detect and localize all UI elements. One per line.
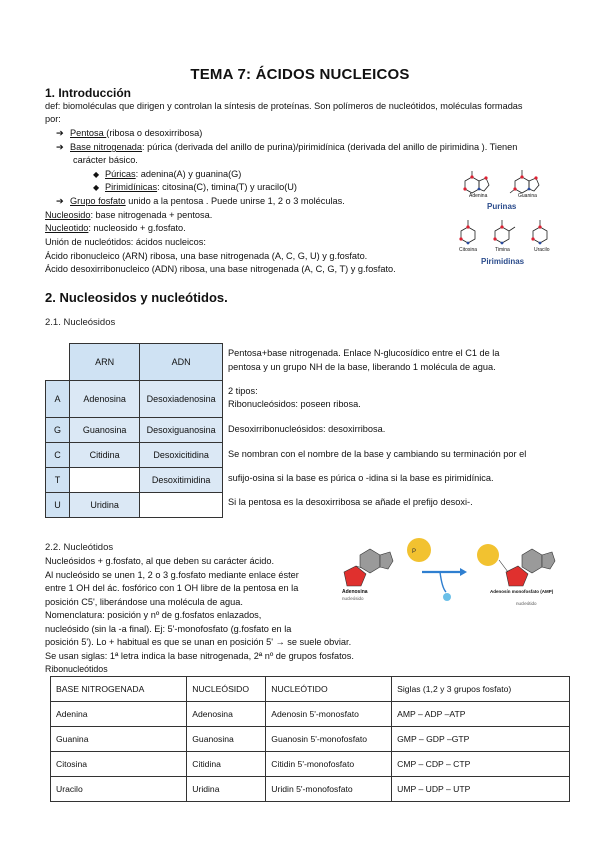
nucleotido-text: Se usan siglas: 1ª letra indica la base nitrogenada, 2ª nº de grupos fosfatos.	[45, 651, 354, 661]
note-line: 2 tipos:	[228, 386, 258, 396]
arrow-icon: ➔	[56, 142, 64, 152]
amp-caption: Adenosín monofosfato (AMP)	[490, 589, 554, 594]
table-row: G Guanosina Desoxiguanosina	[46, 418, 223, 443]
arn-line: Ácido ribonucleico (ARN) ribosa, una base nitrogenada (A, C, G, U) y g.fosfato.	[45, 251, 368, 261]
nucleotido-text: posición C5', liberándose una molécula de agua.	[45, 597, 243, 607]
timina-label: Timina	[495, 247, 510, 253]
list-item-fosfato: ➔ Grupo fosfato unido a la pentosa . Puede unirse 1, 2 o 3 moléculas.	[56, 196, 345, 206]
diamond-bullet-icon: ◆	[93, 170, 100, 179]
union-line: Unión de nucleótidos: ácidos nucleicos:	[45, 237, 206, 247]
nucleotido-text: entre 1 OH del ác. fosfórico con 1 OH libre de la pentosa en la	[45, 583, 299, 593]
arrow-icon: ➔	[56, 128, 64, 138]
list-item-pentosa: ➔ Pentosa (ribosa o desoxirribosa)	[56, 128, 203, 138]
nucleotido-text: nucleósido (sin la -a final). Ej: 5'-monofosfato (g.fosfato en la	[45, 624, 292, 634]
table-row: T Desoxitimidina	[46, 468, 223, 493]
table-row: Guanina Guanosina Guanosin 5'-monofosfato GMP – GDP –GTP	[51, 727, 570, 752]
nucleosido-line: Nucleosido: base nitrogenada + pentosa.	[45, 210, 213, 220]
table-header: ARN	[70, 344, 140, 381]
note-line: pentosa y un grupo NH de la base, liberando 1 molécula de agua.	[228, 362, 496, 372]
table-row: Citosina Citidina Citidin 5'-monofosfato CMP – CDP – CTP	[51, 752, 570, 777]
uracilo-label: Uracilo	[534, 247, 550, 253]
intro-heading: 1. Introducción	[45, 86, 132, 100]
table-header: NUCLEÓSIDO	[187, 677, 266, 702]
guanina-label: Guanina	[518, 193, 537, 199]
definition-line: def: biomoléculas que dirigen y controlan la síntesis de proteínas. Son polímeros de nucleótidos, moléculas formadas	[45, 101, 523, 111]
svg-text:P: P	[412, 549, 417, 555]
nitrogenous-bases-figure	[455, 163, 565, 275]
nucleotido-text: Nomenclatura: posición y nº de g.fosfatos enlazados,	[45, 610, 262, 620]
adenina-label: Adenina	[469, 193, 488, 199]
pirimidinas-label: Pirimidinas	[481, 257, 525, 266]
page-title: TEMA 7: ÁCIDOS NUCLEICOS	[190, 66, 410, 83]
table-row: Uracilo Uridina Uridin 5'-monofosfato UMP – UDP – UTP	[51, 777, 570, 802]
table-header: BASE NITROGENADA	[51, 677, 187, 702]
arrow-icon: ➔	[56, 196, 64, 206]
adenosina-caption: Adenosina	[342, 589, 368, 595]
diamond-bullet-icon: ◆	[93, 183, 100, 192]
nucleotido-text: Al nucleósido se unen 1, 2 o 3 g.fosfato mediante enlace éster	[45, 570, 299, 580]
note-line: Si la pentosa es la desoxirribosa se añade el prefijo desoxi-.	[228, 497, 473, 507]
table-header: NUCLEÓTIDO	[266, 677, 392, 702]
note-line: Ribonucleósidos: poseen ribosa.	[228, 399, 361, 409]
table-row: Adenina Adenosina Adenosin 5'-monosfato AMP – ADP –ATP	[51, 702, 570, 727]
nucleosidos-table	[45, 343, 223, 518]
adn-line: Ácido desoxirribonucleico (ADN) ribosa, una base nitrogenada (A, C, G, T) y g.fosfato.	[45, 264, 396, 274]
note-line: Se nombran con el nombre de la base y cambiando su terminación por el	[228, 449, 527, 459]
list-item-puricas: ◆ Púricas: adenina(A) y guanina(G)	[93, 169, 242, 179]
list-item-base: ➔ Base nitrogenada: púrica (derivada del anillo de purina)/pirimidínica (derivada del anillo de pirimidina ). Tienen	[56, 142, 518, 152]
purinas-label: Purinas	[487, 202, 517, 211]
note-line: Desoxirribonucleósidos: desoxirribosa.	[228, 424, 386, 434]
section2-heading: 2. Nucleosidos y nucleótidos.	[45, 290, 228, 305]
ribonucleotidos-table	[50, 676, 570, 802]
table-corner	[46, 344, 70, 381]
note-line: Pentosa+base nitrogenada. Enlace N-glucosídico entre el C1 de la	[228, 348, 500, 358]
nucleotido-line: Nucleotido: nucleosido + g.fosfato.	[45, 223, 186, 233]
definition-line: por:	[45, 114, 61, 124]
list-item-pirimidinicas: ◆ Pirimidínicas: citosina(C), timina(T) y uracilo(U)	[93, 182, 297, 192]
ribonucleotidos-label: Ribonucleótidos	[45, 664, 108, 674]
list-item-base-cont: carácter básico.	[73, 155, 138, 165]
subsection-nucleosidos: 2.1. Nucleósidos	[45, 317, 116, 328]
table-header: Siglas (1,2 y 3 grupos fosfato)	[392, 677, 570, 702]
nucleotido-text: posición 5'). Lo + habitual es que se unan en posición 5' → se suele obviar.	[45, 637, 352, 647]
nucleotido-caption: nucleótido	[516, 601, 537, 606]
table-row: C Citidina Desoxicitidina	[46, 443, 223, 468]
table-header-row	[51, 677, 570, 702]
nucleosido-caption: nucleósido	[342, 596, 364, 601]
note-line: sufijo-osina si la base es púrica o -idina si la base es pirimidínica.	[228, 473, 494, 483]
nucleotide-formation-figure	[330, 530, 570, 615]
citosina-label: Citosina	[459, 247, 478, 253]
table-header: ADN	[140, 344, 223, 381]
nucleotido-text: Nucleósidos + g.fosfato, al que deben su carácter ácido.	[45, 556, 275, 566]
table-row: U Uridina	[46, 493, 223, 518]
subsection-nucleotidos: 2.2. Nucleótidos	[45, 542, 114, 553]
table-row: A Adenosina Desoxiadenosina	[46, 381, 223, 418]
